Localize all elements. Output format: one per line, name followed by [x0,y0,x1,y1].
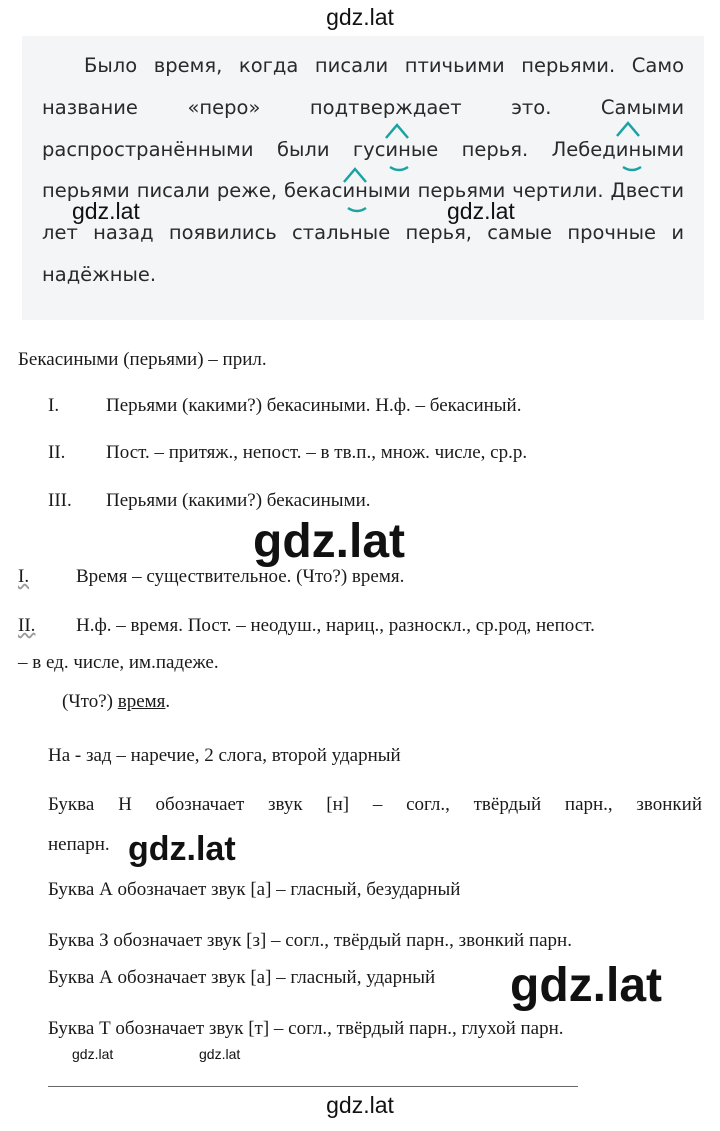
item-text: Перьями (какими?) бекасиными. Н.ф. – бекасиный. [106,395,522,416]
underlined-word: время [117,691,166,712]
watermark: gdz.lat [510,959,662,1012]
root-mark [342,166,368,184]
watermark: gdz.lat [326,4,394,30]
phonetic-line-cont: непарн. [48,834,110,855]
item-number: I. [48,395,60,416]
item-text: Пост. – притяж., непост. – в тв.п., множ. числе, ср.р. [106,442,528,463]
watermark: gdz.lat [326,1092,394,1118]
item-number: I. [18,566,30,587]
analysis-item [18,614,595,638]
item-number: III. [48,490,72,511]
scan-line: Было время, когда писали птичьими перьями. Само [84,54,684,77]
analysis-item [48,394,521,418]
item-text: Перьями (какими?) бекасиными. [106,490,371,511]
watermark: gdz.lat [72,1046,114,1062]
watermark: gdz.lat [199,1046,241,1062]
phonetic-line: Буква А обозначает звук [а] – гласный, безударный [48,879,461,900]
item-number: II. [18,615,36,636]
analysis-item [48,441,527,465]
scan-line: перьями писали реже, бекасиными перьями чертили. Двести [42,179,684,203]
phonetic-line: Буква Т обозначает звук [т] – согл., твёрдый парн., глухой парн. [48,1018,564,1039]
item-text: Н.ф. – время. Пост. – неодуш., нариц., разноскл., ср.род, непост. [76,615,595,636]
root-mark [384,122,410,140]
root-mark [615,120,641,138]
watermark: gdz.lat [253,515,405,568]
phonetic-line: Буква З обозначает звук [з] – согл., твёрдый парн., звонкий парн. [48,930,572,951]
suffix-mark [388,165,410,173]
item-number: II. [48,442,66,463]
question-line [62,690,170,714]
watermark: gdz.lat [128,830,236,868]
scan-line: лет назад появились стальные перья, самые прочные и [42,221,684,245]
phonetic-line: Буква Н обозначает звук [н] – согл., твёрдый парн., звонкий [48,794,702,815]
scan-line: распространёнными были гусиные перья. Лебедиными [42,137,684,161]
phonetic-line: Буква А обозначает звук [а] – гласный, ударный [48,967,436,988]
suffix-mark [346,206,368,214]
watermark: gdz.lat [72,198,140,224]
scan-line: название «перо» подтверждает это. Самыми [42,95,684,119]
punctuation: . [165,691,171,712]
analysis-item [48,489,371,513]
watermark: gdz.lat [447,198,515,224]
divider [48,1086,578,1087]
suffix-mark [621,165,643,173]
question-text: (Что?) [62,691,118,712]
item-continuation: – в ед. числе, им.падеже. [18,652,219,673]
item-text: Время – существительное. (Что?) время. [76,566,405,587]
analysis-heading: Бекасиными (перьями) – прил. [18,349,267,370]
phonetic-heading: На - зад – наречие, 2 слога, второй ударный [48,745,401,766]
scan-line: надёжные. [42,262,157,286]
